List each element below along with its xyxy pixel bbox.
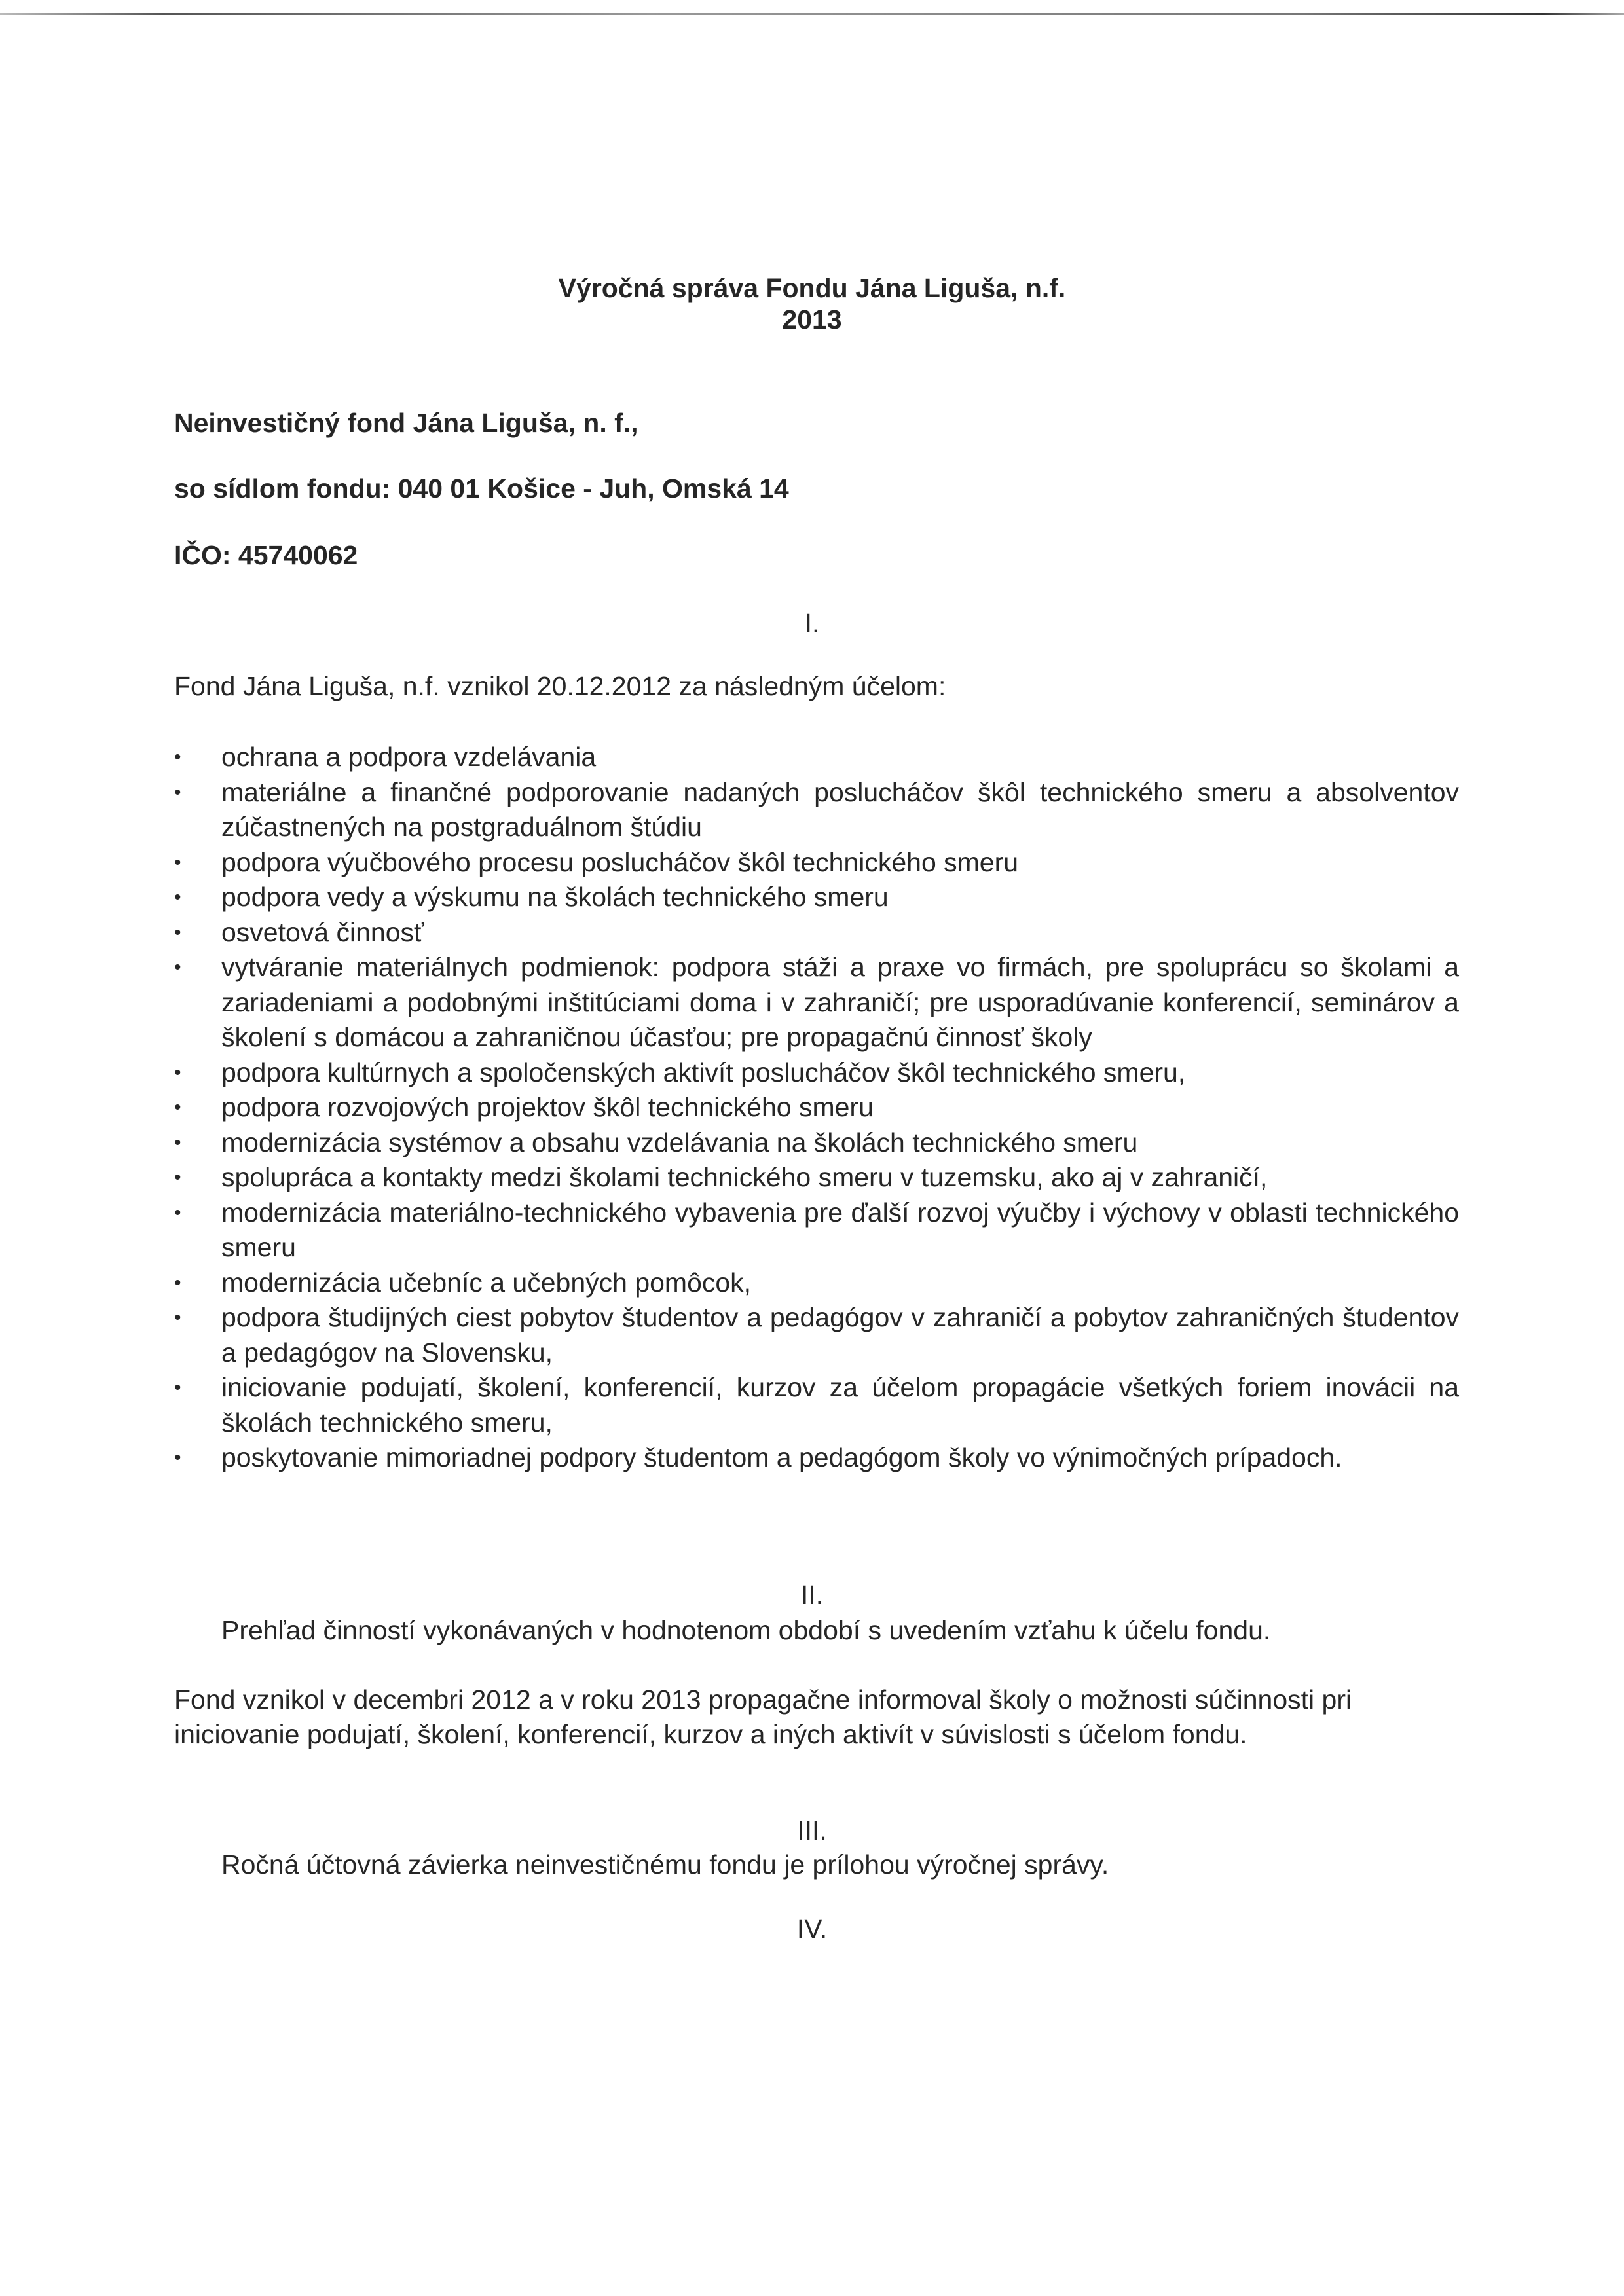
purpose-list-item [174, 1055, 1459, 1091]
fund-ico: IČO: 45740062 [174, 540, 358, 570]
purpose-text: iniciovanie podujatí, školení, konferencií, kurzov za účelom propagácie všetkých foriem inovácii na školách technického smeru, [221, 1372, 1459, 1438]
purpose-text: podpora kultúrnych a spoločenských aktivít poslucháčov škôl technického smeru, [221, 1057, 1186, 1087]
section-4-numeral: IV. [796, 1914, 828, 1944]
purpose-list-item [174, 1300, 1459, 1370]
scan-edge-line [0, 13, 1624, 15]
purpose-list-item [174, 1440, 1459, 1476]
purpose-text: vytváranie materiálnych podmienok: podpora stáži a praxe vo firmách, pre spoluprácu so školami a zariadeniami a podobnými inštitúciami doma i v zahraničí; pre usporadúvanie konferencií, seminárov a školení s domácou a zahraničnou účasťou; pre propagačnú činnosť školy [221, 952, 1459, 1052]
purpose-list-item [174, 1195, 1459, 1266]
purpose-list-item [174, 1090, 1459, 1125]
bullet-icon: • [174, 1377, 181, 1398]
purpose-text: osvetová činnosť [221, 917, 424, 947]
fund-seat: so sídlom fondu: 040 01 Košice - Juh, Omská 14 [174, 473, 789, 503]
bullet-icon: • [174, 886, 181, 908]
section-2-heading: Prehľad činností vykonávaných v hodnotenom období s uvedením vzťahu k účelu fondu. [221, 1615, 1271, 1645]
purpose-list-item [174, 950, 1459, 1055]
bullet-icon: • [174, 1447, 181, 1468]
section-2-numeral: II. [800, 1580, 824, 1610]
bullet-icon: • [174, 781, 181, 803]
purpose-list-item [174, 915, 1459, 951]
purpose-list-item [174, 740, 1459, 775]
bullet-icon: • [174, 921, 181, 943]
fund-name: Neinvestičný fond Jána Liguša, n. f., [174, 408, 638, 438]
purpose-list-item [174, 1370, 1459, 1440]
document-year: 2013 [782, 304, 842, 335]
section-1-intro: Fond Jána Liguša, n.f. vznikol 20.12.2012 za následným účelom: [174, 671, 946, 701]
bullet-icon: • [174, 1307, 181, 1328]
purpose-text: modernizácia systémov a obsahu vzdelávania na školách technického smeru [221, 1127, 1138, 1157]
purpose-text: modernizácia materiálno-technického vybavenia pre ďalší rozvoj výučby i výchovy v oblasti technického smeru [221, 1197, 1459, 1262]
section-3-numeral: III. [797, 1815, 827, 1846]
bullet-icon: • [174, 957, 181, 978]
bullet-icon: • [174, 746, 181, 768]
bullet-icon: • [174, 1061, 181, 1084]
section-3-text: Ročná účtovná závierka neinvestičnému fondu je prílohou výročnej správy. [221, 1850, 1109, 1880]
purpose-text: materiálne a finančné podporovanie nadaných poslucháčov škôl technického smeru a absolventov zúčastnených na postgraduálnom štúdiu [221, 776, 1459, 842]
section-2-text: Fond vznikol v decembri 2012 a v roku 2013 propagačne informoval školy o možnosti súčinnosti pri iniciovanie podujatí, školení, konferencií, kurzov a iných aktivít v súvislosti s účelom fondu. [174, 1685, 1352, 1749]
purpose-text: podpora výučbového procesu poslucháčov škôl technického smeru [221, 847, 1019, 877]
purpose-list-item [174, 845, 1459, 881]
purpose-text: podpora študijných ciest pobytov študentov a pedagógov v zahraničí a pobytov zahraničných študentov a pedagógov na Slovensku, [221, 1302, 1459, 1368]
bullet-icon: • [174, 1131, 181, 1154]
bullet-icon: • [174, 1097, 181, 1118]
purpose-list-item [174, 880, 1459, 915]
purpose-text: modernizácia učebníc a učebných pomôcok, [221, 1267, 752, 1298]
bullet-icon: • [174, 851, 181, 873]
bullet-icon: • [174, 1271, 181, 1294]
purpose-text: podpora vedy a výskumu na školách technického smeru [221, 882, 889, 912]
purpose-list-item [174, 1160, 1459, 1195]
purpose-list [174, 740, 1459, 1476]
purpose-text: poskytovanie mimoriadnej podpory študentom a pedagógom školy vo výnimočných prípadoch. [221, 1442, 1342, 1472]
purpose-text: spolupráca a kontakty medzi školami technického smeru v tuzemsku, ako aj v zahraničí, [221, 1162, 1268, 1192]
bullet-icon: • [174, 1167, 181, 1188]
purpose-list-item [174, 1125, 1459, 1161]
section-1-numeral: I. [804, 608, 820, 638]
purpose-list-item [174, 1266, 1459, 1301]
purpose-text: podpora rozvojových projektov škôl technického smeru [221, 1092, 874, 1122]
bullet-icon: • [174, 1201, 181, 1224]
document-title: Výročná správa Fondu Jána Liguša, n.f. [558, 273, 1066, 303]
purpose-list-item [174, 775, 1459, 845]
purpose-text: ochrana a podpora vzdelávania [221, 742, 597, 772]
